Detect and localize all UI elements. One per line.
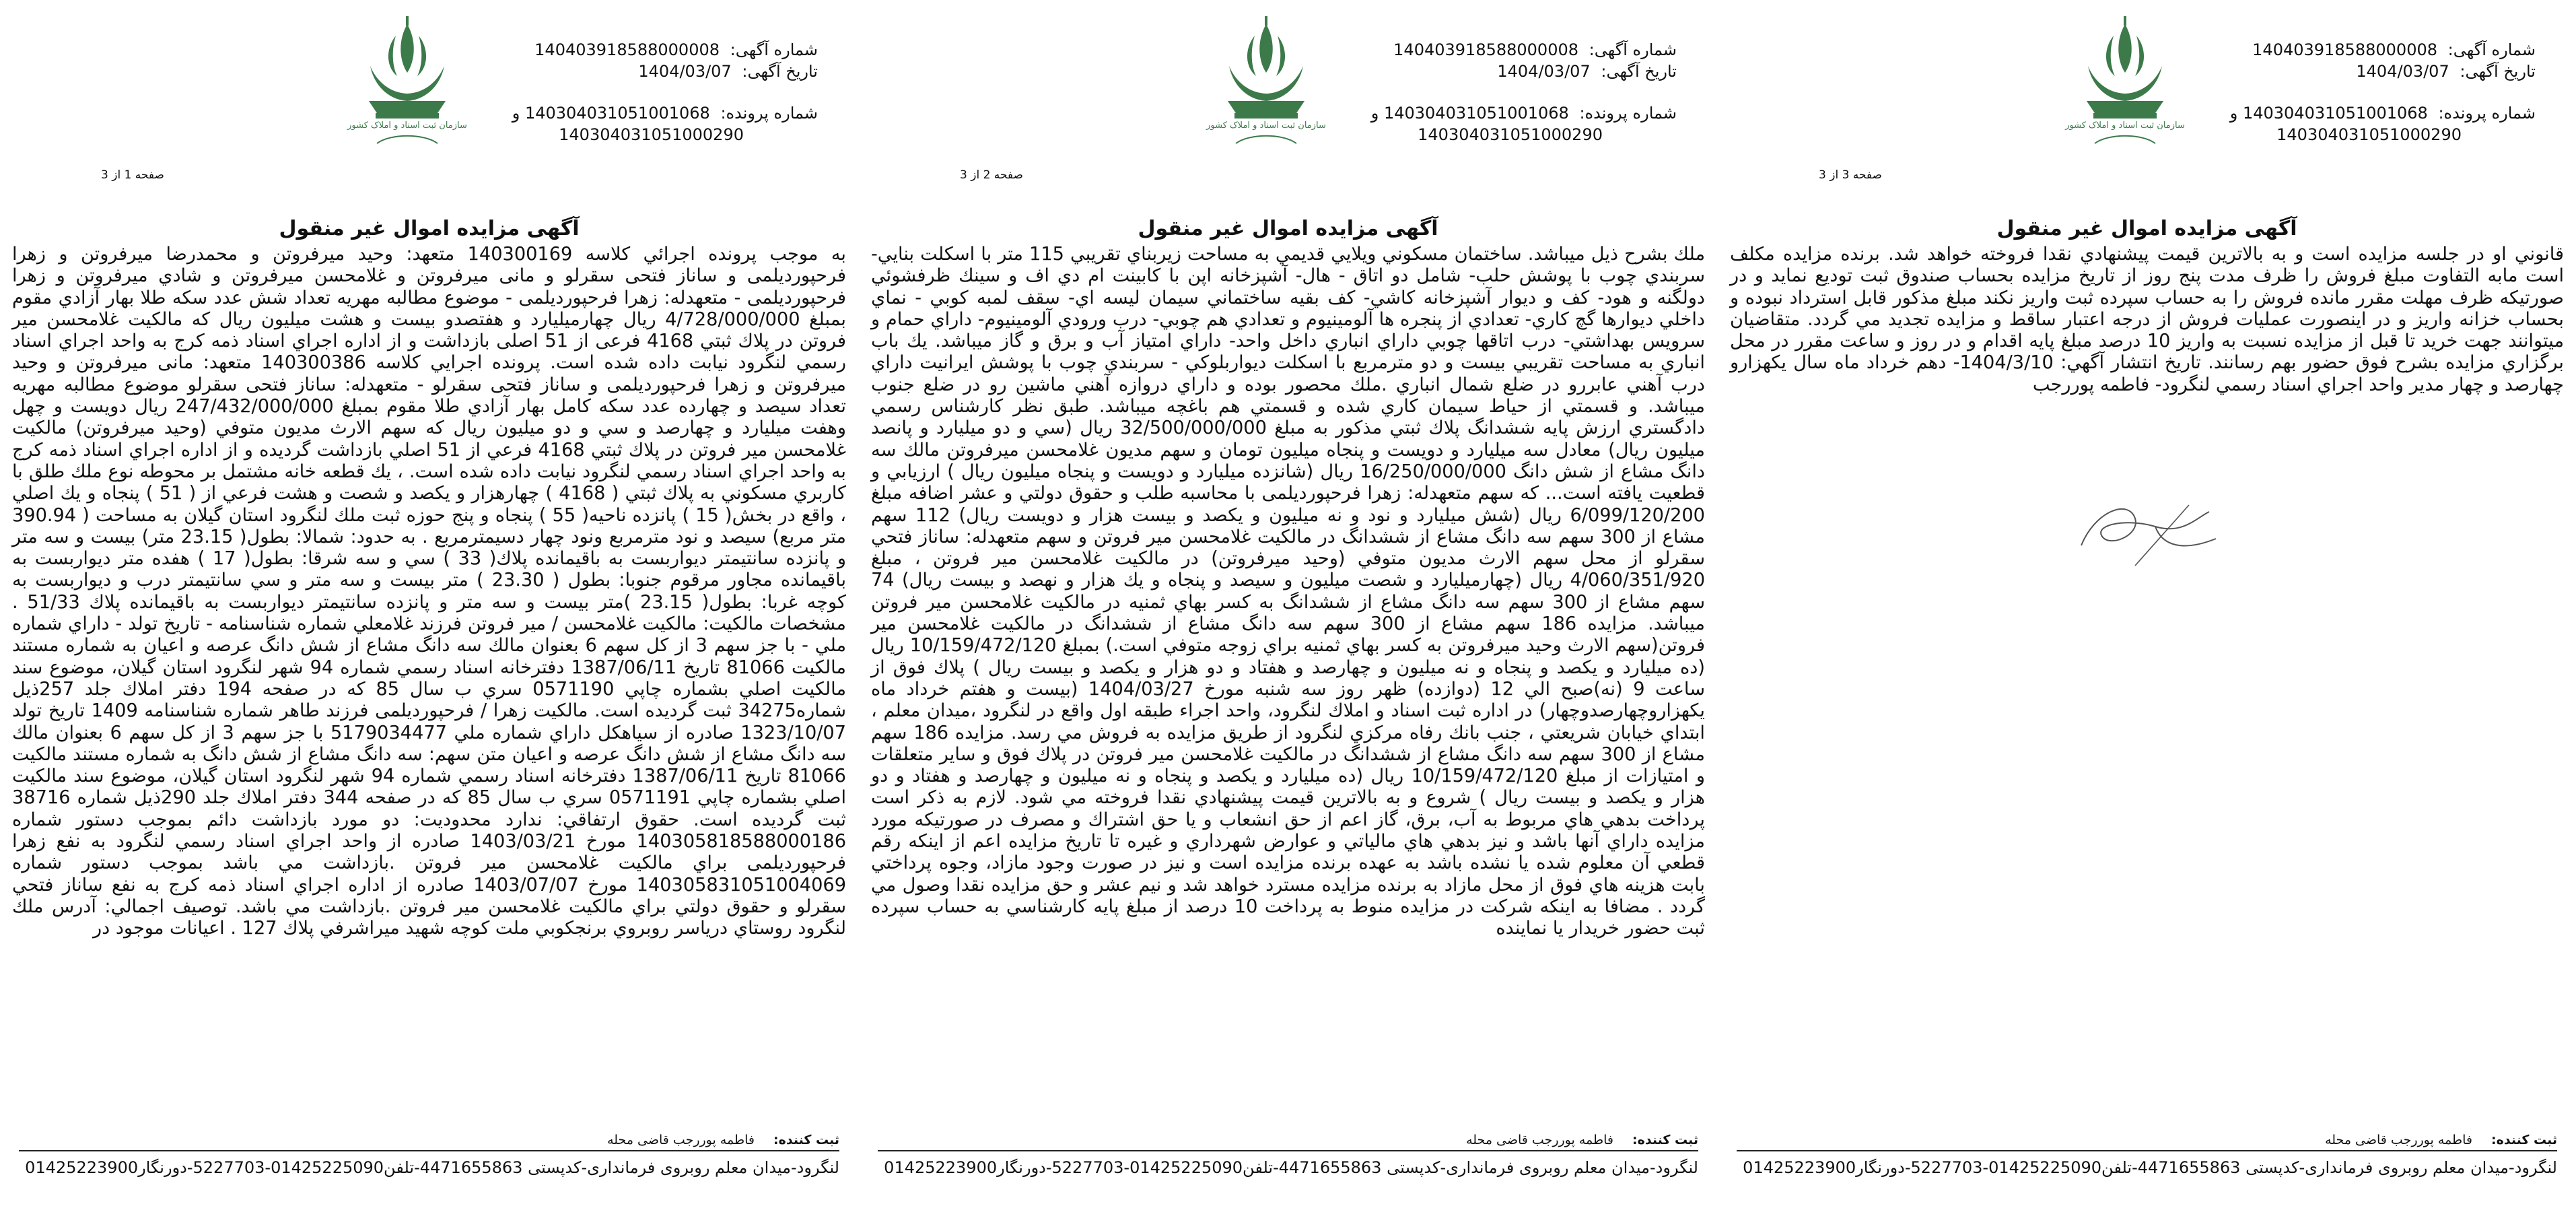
signature-image [2054, 471, 2256, 586]
case-number-2: 140304031051000290 [2276, 125, 2462, 144]
page-footer [1737, 1131, 2557, 1185]
case-number-2: 140304031051000290 [559, 125, 744, 144]
notice-number-row [468, 39, 818, 61]
iran-emblem-logo [347, 12, 467, 154]
case-number-2: 140304031051000290 [1418, 125, 1603, 144]
case-number-row-2 [1327, 124, 1677, 145]
registrar-name: فاطمه پوررجب قاضی محله [2325, 1133, 2472, 1147]
notice-title: آگهی مزایده اموال غیر منقول [1996, 217, 2297, 240]
notice-meta [2186, 39, 2536, 145]
case-number-row-2 [2186, 124, 2536, 145]
notice-number-label: شماره آگهی: [1589, 40, 1677, 59]
notice-date: 1404/03/07 [638, 62, 732, 81]
notice-date-row [468, 61, 818, 82]
notice-date: 1404/03/07 [1497, 62, 1591, 81]
case-number-row-2 [468, 124, 818, 145]
page-header [0, 12, 858, 187]
registrar-label: ثبت کننده: [773, 1133, 839, 1147]
notice-title: آگهی مزایده اموال غیر منقول [1138, 217, 1438, 240]
case-number-label: شماره پرونده: [2438, 104, 2536, 123]
footer-divider [878, 1150, 1698, 1151]
notice-date-row [1327, 61, 1677, 82]
notice-body: ملك بشرح ذيل ميباشد. ساختمان مسكوني ويلايي قديمي به مساحت زيربناي تقريبي 115 متر با اسكلت بنايي- سربندي چوب با پوشش حلب- شامل دو اتاق - هال- آشپزخانه اپن با كابينت ام دي اف و سينك ظرفشوئي دولگنه و هود- كف و ديوار آشپزخانه كاشي- كف بقيه ساختماني سيمان ليسه اي- سقف لمبه كوبي - نماي داخلي ديوارها گچ كاري- تعدادي از پنجره ها آلومينيوم و تعدادي هم چوبي- درب ورودي آلومينيوم- داراي حمام و سرويس بهداشتي- درب اتاقها چوبي داراي انباري داخل واحد- داراي امتياز آب و برق و گاز ميباشد. يك باب انباري به مساحت تقريبي بيست و دو مترمربع با اسكلت ديواربلوكي - سربندي چوب با پوشش ايرانيت داراي درب آهني عابررو در ضلع شمال انباري .ملك محصور بوده و داراي دروازه آهني ماشين رو در ضلع جنوب ميباشد. و قسمتي از حياط سيمان كاري شده و قسمتي هم باغچه ميباشد. طبق نظر كارشناس رسمي دادگستري ارزش پايه ششدانگ پلاك ثبتي مذكور به مبلغ 32/500/000/000 ريال (سي و دو ميليارد و پانصد ميليون ريال) معادل سه ميليارد و دويست و پنجاه ميليون تومان و سهم مديون غلامحسن ميرفروتن مالك سه دانگ مشاع از شش دانگ 16/250/000/000 ريال (شانزده ميليارد و دويست و پنجاه ميليون ريال ) ارزيابي و قطعيت يافته است... كه سهم متعهدله: زهرا فرحپوردیلمی با محاسبه طلب و حقوق دولتي و عشر اضافه مبلغ 6/099/120/200 ريال (شش ميليارد و نود و نه ميليون و يكصد و بيست هزار و دويست ريال) 112 سهم مشاع از 300 سهم سه دانگ مشاع از ششدانگ در مالكيت غلامحسن مير فروتن و سهم متعهدله: ساناز فتحي سقرلو از محل سهم الارث مديون متوفي (وحيد ميرفروتن) در مالكيت غلامحسن مير فروتن ، مبلغ 4/060/351/920 ريال (چهارميليارد و شصت ميليون و سيصد و پنجاه و يك هزار و نهصد و بيست ريال) 74 سهم مشاع از 300 سهم سه دانگ مشاع از ششدانگ به كسر بهاي ثمنيه در مالكيت غلامحسن مير فروتن ميباشد. مزايده 186 سهم مشاع از 300 سهم سه دانگ مشاع از ششدانگ در مالكيت غلامحسن مير فروتن(سهم الارث وحيد ميرفروتن به كسر بهاي ثمنيه براي زوجه متوفي است.) بمبلغ 10/159/472/120 ريال (ده ميليارد و يكصد و پنجاه و نه ميليون و چهارصد و هفتاد و دو هزار و يكصد و بيست ريال ) پلاك فوق از ساعت 9 (نه)صبح الي 12 (دوازده) ظهر روز سه شنبه مورخ 1404/03/27 (بيست و هفتم خرداد ماه يكهزاروچهارصدوچهار) در اداره ثبت اسناد و املاك لنگرود، واحد اجراء طبقه اول واقع در لنگرود ،ميدان معلم ، ابتداي خيابان شريعتي ، جنب بانك رفاه مركزي لنگرود از طريق مزايده به فروش مي رسد. مزايده 186 سهم مشاع از 300 سهم سه دانگ مشاع از ششدانگ در مالكيت غلامحسن مير فروتن در پلاك فوق و ساير متعلقات و امتيازات از مبلغ 10/159/472/120 ريال (ده ميليارد و يكصد و پنجاه و نه ميليون و چهارصد و هفتاد و دو هزار و يكصد و بيست ريال ) شروع و به بالاترين قيمت پيشنهادي نقدا فروخته مي شود. لازم به ذكر است پرداخت بدهي هاي مربوط به آب، برق، گاز اعم از حق انشعاب و يا حق اشتراك و مصرف در صورتيكه مورد مزايده داراي آنها باشد و نيز بدهي هاي مالياتي و عوارض شهرداري و غيره تا تاريخ مزايده اعم از اينكه رقم قطعي آن معلوم شده يا نشده باشد به عهده برنده مزايده است و نيز در صورت وجود مازاد، وجوه پرداختي بابت هزينه هاي فوق از محل مازاد به برنده مزايده مسترد خواهد شد و نيم عشر و حق مزايده نقدا وصول مي گردد . مضافا به اينكه شركت در مزايده منوط به پرداخت 10 درصد از مبلغ پايه كارشناسي به حساب سپرده ثبت حضور خريدار يا نماينده [871, 244, 1706, 939]
page-header [1718, 12, 2576, 187]
case-number-1: 140304031051001068 و [2229, 104, 2428, 123]
notice-date-label: تاریخ آگهی: [1601, 62, 1677, 81]
case-number-row [2186, 102, 2536, 124]
registrar-label: ثبت کننده: [2491, 1133, 2557, 1147]
emblem-caption: سازمان ثبت اسناد و املاک کشور [1206, 121, 1326, 131]
case-number-row [468, 102, 818, 124]
notice-number: 140403918588000008 [1393, 40, 1579, 59]
page-footer [19, 1131, 839, 1185]
notice-number-row [1327, 39, 1677, 61]
notice-date: 1404/03/07 [2356, 62, 2449, 81]
notice-date-label: تاریخ آگهی: [742, 62, 818, 81]
notice-number-label: شماره آگهی: [730, 40, 818, 59]
page-header [859, 12, 1717, 187]
registrar-label: ثبت کننده: [1632, 1133, 1698, 1147]
notice-body: به موجب پرونده اجرائي كلاسه 140300169 متعهد: وحيد ميرفروتن و محمدرضا ميرفروتن و زهرا فرحپوردیلمی و ساناز فتحی سقرلو و مانی ميرفروتن و غلامحسن ميرفروتن و شادي ميرفروتن و زهرا فرحپوردیلمی - متعهدله: زهرا فرحپوردیلمی - موضوع مطالبه مهريه تعداد شش عدد سكه طلا بهار آزادي مقوم بمبلغ 4/728/000/000 ريال چهارمیلیارد و هفتصدو بیست و هشت میلیون ريال كه مالكيت غلامحسن مير فروتن در پلاك ثبتي 4168 فرعی از 51 اصلی بازداشت و از اداره اجراي اسناد ذمه كرج به واحد اجراي اسناد رسمي لنگرود نيابت داده شده است. پرونده اجرايي كلاسه 140300386 متعهد: مانی ميرفروتن و وحيد ميرفروتن و زهرا فرحپوردیلمی و ساناز فتحی سقرلو - متعهدله: ساناز فتحی سقرلو موضوع مطالبه مهريه تعداد سيصد و چهارده عدد سكه كامل بهار آزادي طلا مقوم بمبلغ 247/432/000/000 ريال دويست و چهل وهفت ميليارد و چهارصد و سي و دو ميليون ريال كه سهم الارث مديون متوفي (وحيد ميرفروتن) مالكيت غلامحسن مير فروتن در پلاك ثبتي 4168 فرعي از 51 اصلي بازداشت گرديده و از اداره اجراي اسناد ذمه كرج به واحد اجراي اسناد رسمي لنگرود نيابت داده شده است. ، يك قطعه خانه مشتمل بر محوطه نوع ملك طلق با كاربري مسكوني به پلاك ثبتي ( 4168 ) چهارهزار و يكصد و شصت و هشت فرعي از ( 51 ) پنجاه و يك اصلي ، واقع در بخش( 15 ) پانزده ناحيه( 55 ) پنجاه و پنج حوزه ثبت ملك لنگرود استان گيلان به مساحت ( 390.94 متر مربع) سيصد و نود مترمربع ونود چهار دسيمترمربع . به حدود: شمالا: بطول( 23.15 متر) بيست و سه متر و پانزده سانتيمتر ديواربست به باقيمانده پلاك( 33 ) سي و سه شرقا: بطول( 17 ) هفده متر ديواربست به باقيمانده مجاور مرقوم جنوبا: بطول ( 23.30 ) متر بيست و سه متر و سي سانتيمتر درب و ديواربست به كوچه غربا: بطول( 23.15 )متر بيست و سه متر و پانزده سانتيمتر ديواربست به باقيمانده پلاك 51/33 . مشخصات مالكيت: مالكيت غلامحسن / مير فروتن فرزند غلامعلي شماره شناسنامه - تاريخ تولد - داراي شماره ملي - با جز سهم 3 از كل سهم 6 بعنوان مالك سه دانگ مشاع از شش دانگ عرصه و اعيان به شماره مستند مالكيت 81066 تاريخ 1387/06/11 دفترخانه اسناد رسمي شماره 94 شهر لنگرود استان گيلان، موضوع سند مالكيت اصلي بشماره چاپي 0571190 سري ب سال 85 كه در صفحه 194 دفتر املاك جلد 257ذيل شماره34275 ثبت گرديده است. مالكيت زهرا / فرحپوردیلمی فرزند طاهر شماره شناسنامه 1409 تاريخ تولد 1323/10/07 صادره از سياهكل داراي شماره ملي 5179034477 با جز سهم 3 از كل سهم 6 بعنوان مالك سه دانگ مشاع از شش دانگ عرصه و اعيان متن سهم: سه دانگ مشاع از شش دانگ به شماره مستند مالكيت 81066 تاريخ 1387/06/11 دفترخانه اسناد رسمي شماره 94 شهر لنگرود استان گيلان، موضوع سند مالكيت اصلي بشماره چاپي 0571191 سري ب سال 85 كه در صفحه 344 دفتر املاك جلد 290ذيل شماره 38716 ثبت گرديده است. حقوق ارتفاقي: ندارد محدوديت: دو مورد بازداشت دائم بموجب دستور شماره 140305818588000186 مورخ 1403/03/21 صادره از واحد اجراي اسناد رسمي لنگرود به نفع زهرا فرحپوردیلمی براي مالكيت غلامحسن مير فروتن .بازداشت مي باشد بموجب دستور شماره 140305831051004069 مورخ 1403/07/07 صادره از اداره اجراي اسناد ذمه كرج به نفع ساناز فتحي سقرلو و حقوق دولتي براي مالكيت غلامحسن مير فروتن .بازداشت مي باشد. توصيف اجمالي: آدرس ملك لنگرود روستاي درياسر روبروي برنجكوبي ملت كوچه شهيد ميراشرفي پلاك 127 . اعيانات موجود در [12, 244, 847, 939]
registrar-name: فاطمه پوررجب قاضی محله [1466, 1133, 1613, 1147]
case-number-1: 140304031051001068 و [512, 104, 710, 123]
footer-divider [1737, 1150, 2557, 1151]
case-number-label: شماره پرونده: [1579, 104, 1677, 123]
notice-body: قانوني او در جلسه مزايده است و به بالاترين قيمت پيشنهادي نقدا فروخته خواهد شد. برنده مزايده مكلف است مابه التفاوت مبلغ فروش را ظرف مدت پنج روز از تاريخ مزايده بحساب صندوق ثبت توديع نمايد و در صورتيكه ظرف مهلت مقرر مانده فروش را به حساب سپرده ثبت واريز نكند مبلغ مذكور قابل استرداد نبوده و بحساب خزانه واريز و در اينصورت عمليات فروش از درجه اعتبار ساقط و مزايده تجديد مي گردد. متقاضيان ميتوانند جهت خريد تا قبل از مزايده نسبت به واريز 10 درصد مبلغ پايه اقدام و در روز و ساعت مقرر در محل برگزاري مزايده بشرح فوق حضور بهم رسانند. تاريخ انتشار آگهي: 1404/3/10- دهم خرداد ماه سال يكهزارو چهارصد و چهار مدير واحد اجراي اسناد رسمي لنگرود- فاطمه پوررجب [1730, 244, 2565, 395]
office-address: لنگرود-میدان معلم روبروی فرمانداری-کدپستی 4471655863-تلفن01425225090-5227703-دورنگار01425223900 [25, 1158, 839, 1177]
page-number: صفحه 3 از 3 [1819, 168, 1882, 182]
iran-emblem-logo [1206, 12, 1326, 154]
case-number-row [1327, 102, 1677, 124]
page-footer [878, 1131, 1698, 1185]
registrar-row [19, 1131, 839, 1149]
office-address: لنگرود-میدان معلم روبروی فرمانداری-کدپستی 4471655863-تلفن01425225090-5227703-دورنگار01425223900 [1743, 1158, 2557, 1177]
registrar-row [878, 1131, 1698, 1149]
notice-date-label: تاریخ آگهی: [2460, 62, 2536, 81]
notice-page-1 [1718, 0, 2576, 1208]
page-number: صفحه 2 از 3 [960, 168, 1023, 182]
notice-meta [468, 39, 818, 145]
notice-date-row [2186, 61, 2536, 82]
iran-emblem-logo [2065, 12, 2185, 154]
notice-number-row [2186, 39, 2536, 61]
case-number-label: شماره پرونده: [720, 104, 818, 123]
registrar-name: فاطمه پوررجب قاضی محله [607, 1133, 755, 1147]
footer-divider [19, 1150, 839, 1151]
emblem-caption: سازمان ثبت اسناد و املاک کشور [2065, 121, 2185, 131]
notice-title: آگهی مزایده اموال غیر منقول [279, 217, 580, 240]
page-number: صفحه 1 از 3 [101, 168, 164, 182]
notice-meta [1327, 39, 1677, 145]
notice-number-label: شماره آگهی: [2447, 40, 2536, 59]
notice-number: 140403918588000008 [2252, 40, 2438, 59]
registrar-row [1737, 1131, 2557, 1149]
office-address: لنگرود-میدان معلم روبروی فرمانداری-کدپستی 4471655863-تلفن01425225090-5227703-دورنگار01425223900 [884, 1158, 1698, 1177]
emblem-caption: سازمان ثبت اسناد و املاک کشور [347, 121, 467, 131]
notice-page-3 [0, 0, 858, 1208]
notice-number: 140403918588000008 [534, 40, 720, 59]
case-number-1: 140304031051001068 و [1370, 104, 1569, 123]
notice-page-2 [859, 0, 1717, 1208]
